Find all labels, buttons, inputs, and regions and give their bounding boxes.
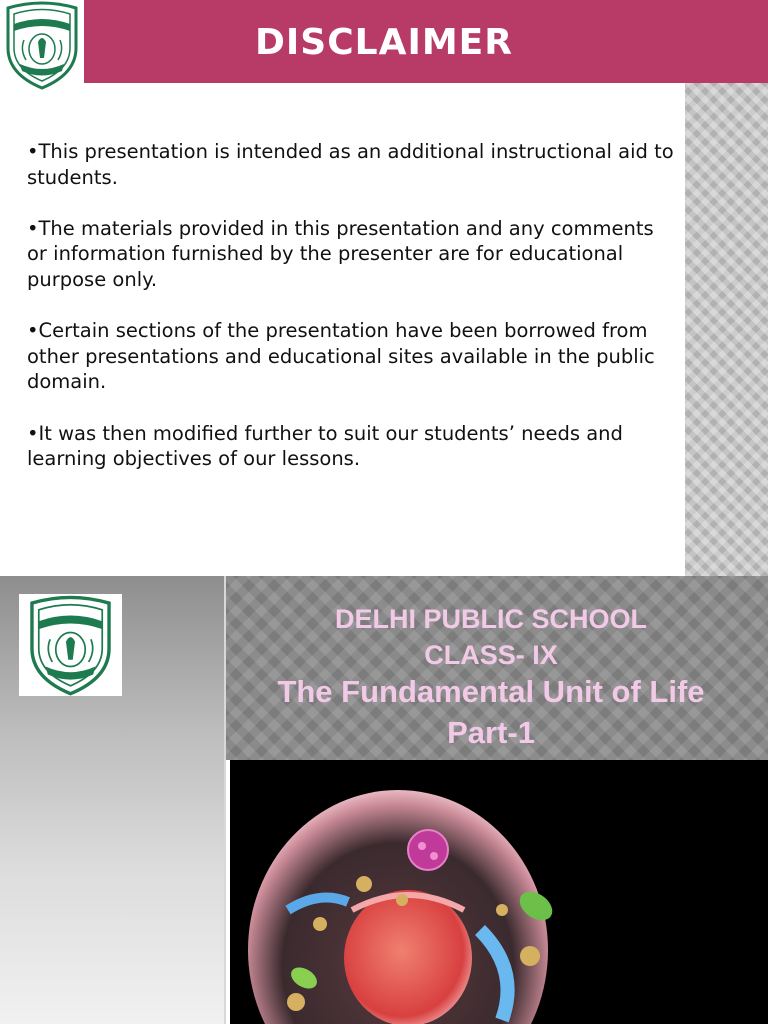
slide-title: DISCLAIMER bbox=[255, 22, 513, 63]
school-crest-icon bbox=[19, 594, 122, 696]
disclaimer-bullet: •It was then modified further to suit our students’ needs and learning objectives of our lessons. bbox=[27, 421, 623, 471]
disclaimer-body bbox=[27, 139, 677, 497]
lesson-title: The Fundamental Unit of Life bbox=[277, 674, 705, 709]
disclaimer-bullet: •This presentation is intended as an additional instructional aid to students. bbox=[27, 140, 674, 189]
cell-image bbox=[230, 760, 768, 1024]
school-name: DELHI PUBLIC SCHOOL bbox=[334, 604, 647, 634]
disclaimer-bullet: •Certain sections of the presentation have been borrowed from other presentations and educational sites available in the public domain. bbox=[27, 319, 655, 394]
title-bar bbox=[84, 0, 768, 83]
title-slide bbox=[0, 576, 768, 1024]
cell-illustration bbox=[230, 760, 768, 1024]
decorative-side-pattern bbox=[685, 83, 768, 576]
disclaimer-bullet: •The materials provided in this presentation and any comments or information furnished by the presenter are for educational purpose only. bbox=[27, 216, 654, 291]
school-logo bbox=[19, 594, 122, 696]
school-crest-icon bbox=[0, 0, 84, 90]
class-label: CLASS- IX bbox=[424, 640, 558, 670]
lesson-part: Part-1 bbox=[447, 715, 535, 750]
school-logo bbox=[0, 0, 84, 90]
